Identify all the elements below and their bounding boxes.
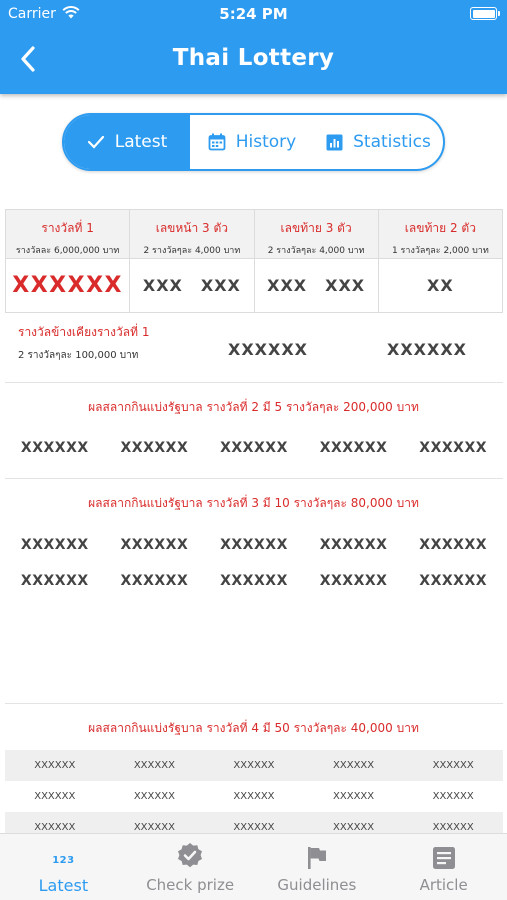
prize-2-row [5, 440, 503, 456]
check-icon [87, 135, 105, 149]
column-subtitle: รางวัลละ 6,000,000 บาท [15, 246, 120, 256]
adjacent-prize-number: XXXXXX [228, 340, 309, 359]
prize-3-row [5, 573, 503, 589]
front-three-column [130, 210, 254, 312]
verified-badge-icon [176, 834, 204, 870]
numbers-icon [52, 834, 74, 870]
last-three-numbers [255, 259, 378, 312]
prize-number: XXXXXX [120, 537, 189, 553]
tab-guidelines[interactable] [254, 834, 381, 900]
section-divider [5, 703, 503, 704]
prize-number: XXXXXX [133, 760, 175, 771]
prize-number: XXXXXX [319, 537, 388, 553]
prize-number: XXXXXX [12, 273, 124, 298]
prize-number: XXXXXX [319, 440, 388, 456]
segment-history[interactable] [190, 115, 314, 169]
column-title: เลขท้าย 2 ตัว [404, 221, 476, 235]
prize-2-title: ผลสลากกินแบ่งรัฐบาล รางวัลที่ 2 มี 5 รางวัลๆละ 200,000 บาท [88, 400, 419, 414]
prize-number: XXXXXX [233, 760, 275, 771]
prize-number: XXX [325, 276, 366, 295]
last-three-column [255, 210, 379, 312]
prize-number: XXXXXX [133, 822, 175, 833]
prize-number: XXXXXX [220, 573, 288, 589]
tab-check-prize[interactable] [127, 834, 254, 900]
first-prize-column [6, 210, 130, 312]
article-icon [432, 834, 456, 870]
prize-number: XXXXXX [120, 573, 189, 589]
tab-label: Guidelines [277, 876, 357, 894]
adjacent-prize-number: XXXXXX [387, 340, 468, 359]
column-header [6, 210, 129, 259]
prize-number: XXXXXX [432, 760, 474, 771]
prize-number: XXXXXX [333, 760, 375, 771]
tab-latest[interactable] [0, 834, 127, 900]
top-bar [0, 0, 507, 94]
prize-number: XX [427, 276, 454, 295]
prize-number: XXX [142, 276, 183, 295]
adjacent-prize-title: รางวัลข้างเคียงรางวัลที่ 1 [18, 325, 150, 339]
prize-number: XXXXXX [220, 537, 288, 553]
last-two-number [379, 259, 502, 312]
view-segmented-control [62, 113, 445, 171]
column-title: เลขท้าย 3 ตัว [280, 221, 352, 235]
tab-article[interactable] [380, 834, 507, 900]
carrier-label: Carrier [8, 6, 56, 22]
flag-icon [306, 834, 328, 870]
prize-number: XXXXXX [419, 537, 488, 553]
column-header [255, 210, 378, 259]
numbers-icon-text: 123 [52, 855, 75, 866]
last-two-column [379, 210, 502, 312]
prize-number: XXX [200, 276, 241, 295]
column-title: รางวัลที่ 1 [41, 221, 94, 235]
prize-number: XXXXXX [233, 822, 275, 833]
status-bar [0, 0, 507, 28]
prize-number: XXXXXX [233, 791, 275, 802]
calendar-icon [208, 133, 226, 151]
segment-history-label: History [235, 132, 297, 152]
prize-number: XXXXXX [20, 537, 89, 553]
prize-3-row [5, 537, 503, 553]
column-subtitle: 2 รางวัลๆละ 4,000 บาท [267, 246, 365, 256]
prize-number: XXXXXX [34, 822, 76, 833]
segment-statistics[interactable] [314, 115, 443, 169]
prize-number: XXXXXX [419, 440, 488, 456]
prize-3-title: ผลสลากกินแบ่งรัฐบาล รางวัลที่ 3 มี 10 รางวัลๆละ 80,000 บาท [88, 496, 419, 510]
section-divider [5, 382, 503, 383]
column-header [130, 210, 253, 259]
prize-number: XXX [267, 276, 308, 295]
prize-number: XXXXXX [432, 791, 474, 802]
column-subtitle: 2 รางวัลๆละ 4,000 บาท [143, 246, 241, 256]
prize-4-row [5, 781, 503, 812]
prize-4-title: ผลสลากกินแบ่งรัฐบาล รางวัลที่ 4 มี 50 รางวัลๆละ 40,000 บาท [88, 721, 419, 735]
segment-statistics-label: Statistics [353, 132, 431, 152]
first-prize-number [6, 259, 129, 312]
prize-number: XXXXXX [333, 822, 375, 833]
adjacent-prize-subtitle: 2 รางวัลๆละ 100,000 บาท [18, 350, 139, 361]
first-prize-table [5, 209, 503, 313]
battery-icon [470, 7, 497, 20]
prize-number: XXXXXX [34, 791, 76, 802]
column-title: เลขหน้า 3 ตัว [155, 221, 229, 235]
prize-number: XXXXXX [133, 791, 175, 802]
tab-label: Article [419, 876, 468, 894]
prize-number: XXXXXX [419, 573, 488, 589]
prize-number: XXXXXX [432, 822, 474, 833]
prize-number: XXXXXX [20, 440, 89, 456]
prize-number: XXXXXX [220, 440, 288, 456]
adjacent-prize-heading [18, 323, 149, 363]
prize-number: XXXXXX [319, 573, 388, 589]
prize-number: XXXXXX [34, 760, 76, 771]
prize-number: XXXXXX [333, 791, 375, 802]
segment-latest[interactable] [64, 115, 190, 169]
tab-label: Latest [38, 876, 89, 895]
segment-latest-label: Latest [114, 132, 168, 152]
bar-chart-icon [326, 134, 343, 151]
prize-number: XXXXXX [120, 440, 189, 456]
bottom-tab-bar [0, 833, 507, 900]
section-divider [5, 478, 503, 479]
prize-number: XXXXXX [20, 573, 89, 589]
prize-4-row [5, 750, 503, 781]
tab-label: Check prize [146, 876, 235, 894]
column-subtitle: 1 รางวัลๆละ 2,000 บาท [391, 246, 489, 256]
front-three-numbers [130, 259, 253, 312]
page-title: Thai Lottery [172, 45, 335, 71]
status-time: 5:24 PM [219, 5, 288, 23]
column-header [379, 210, 502, 259]
